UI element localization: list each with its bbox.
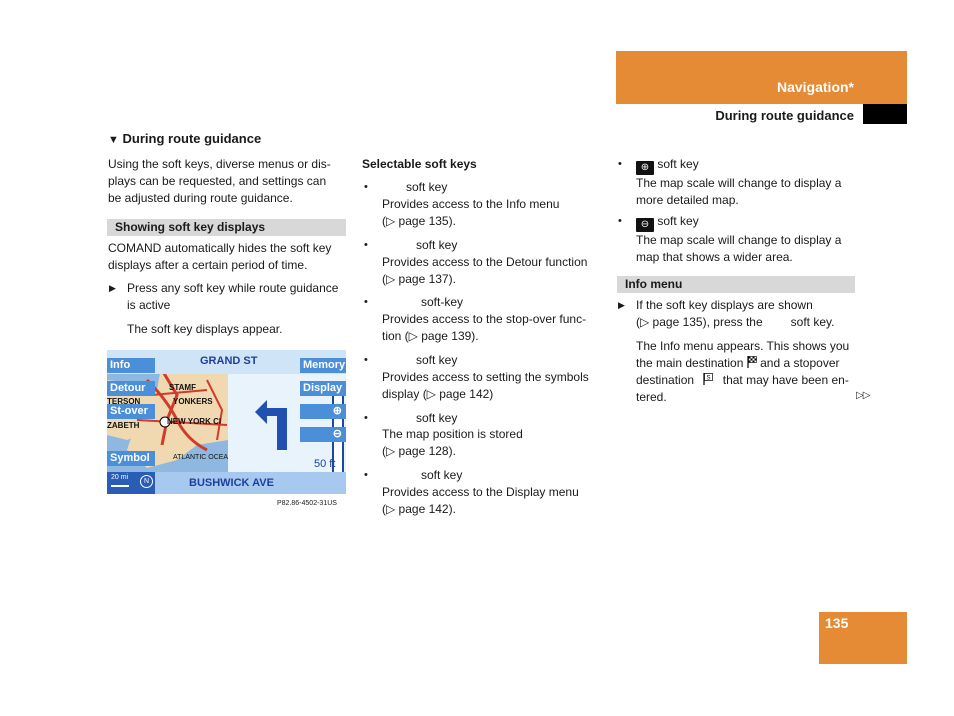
map-place-label: ATLANTIC OCEA [173,454,229,461]
info-menu-paragraph [636,338,849,406]
item-line: (▷ page 135). [382,214,456,228]
map-place-label: STAMF [169,383,196,392]
list-item [382,484,579,518]
item-key: soft key [416,411,458,425]
step-instruction [127,280,338,314]
section-subtitle: During route guidance [715,108,854,123]
zoom-in-icon: ⊕ [332,405,342,417]
bullet: • [364,181,368,193]
compass-icon: N [140,475,153,488]
zoom-out-icon: ⊖ [332,428,342,440]
svg-text:S: S [706,375,711,382]
chapter-title: Navigation* [776,79,854,95]
map-place-label: ZABETH [107,421,140,430]
item-key: soft key [416,353,458,367]
info-soft-key: Info [107,358,155,373]
paragraph-line: COMAND automatically hides the soft key [108,241,332,255]
item-line: (▷ page 128). [382,444,456,458]
section-bar-info-menu: Info menu [617,276,855,293]
zoom-out-soft-key [300,427,346,442]
item-line: The map position is stored [382,427,523,441]
zoom-in-item [636,156,841,209]
step-result: The soft key displays appear. [127,322,283,336]
checkered-flag-icon [747,356,757,368]
map-place-label: YONKERS [173,397,213,406]
item-key: soft key [416,238,458,252]
symbol-soft-key: Symbol [107,451,155,466]
memory-soft-key: Memory [300,358,346,373]
list-item [382,426,523,460]
item-line: (▷ page 142). [382,502,456,516]
map-street-bottom: BUSHWICK AVE [189,477,274,489]
item-key: soft key [421,468,463,482]
map-scale-label: 20 mi [111,474,129,481]
step-line: If the soft key displays are shown [636,298,813,312]
map-place-label: NEW YORK CI [167,417,222,426]
item-line: Provides access to setting the symbols [382,370,589,384]
item-line: map that shows a wider area. [636,250,793,264]
stopover-flag-icon [703,373,713,385]
section-heading [108,131,261,146]
item-line: The map scale will change to display a [636,233,842,247]
header-accent-box [616,51,907,104]
paragraph-line: destination [636,373,695,387]
paragraph-line: tered. [636,390,667,404]
paragraph-line: The Info menu appears. This shows you [636,339,850,353]
bullet: • [364,412,368,424]
list-item [382,311,586,345]
zoom-in-icon: ⊕ [636,161,654,175]
paragraph-line: displays after a certain period of time. [108,258,308,272]
bullet: • [364,469,368,481]
item-line: Provides access to the Display menu [382,485,579,499]
map-place-label: TERSON [107,397,141,406]
item-line: tion (▷ page 139). [382,329,479,343]
down-triangle-icon: ▼ [108,134,119,146]
image-caption: P82.86-4502-31US [277,500,337,507]
bullet: • [364,354,368,366]
step-line: Press any soft key while route guidance [127,281,339,295]
map-scale-bar [111,485,129,487]
step-arrow-icon: ▶ [109,283,116,293]
item-key: soft key [406,180,448,194]
item-line: The map scale will change to display a [636,176,842,190]
item-key: soft key [657,157,699,171]
detour-soft-key: Detour [107,381,155,396]
zoom-out-item [636,213,841,266]
step-line: (▷ page 135), press the [636,315,763,329]
step-line: soft key. [790,315,835,329]
map-distance: 50 ft [314,458,336,470]
page-number: 135 [825,615,849,631]
map-street-top: GRAND ST [200,355,258,367]
bullet: • [364,296,368,308]
item-line: (▷ page 137). [382,272,456,286]
section-heading-text: During route guidance [122,131,262,146]
item-key: soft key [657,214,699,228]
zoom-in-soft-key [300,404,346,419]
info-step-instruction [636,297,834,331]
item-line: Provides access to the Detour function [382,255,588,269]
intro-line: plays can be requested, and settings can [108,174,327,188]
bullet: • [618,215,622,227]
paragraph-line: that may have been en- [722,373,849,387]
stover-soft-key: St-over [107,404,155,419]
bullet: • [364,239,368,251]
item-line: more detailed map. [636,193,739,207]
soft-key-paragraph [108,240,331,274]
paragraph-line: the main destination [636,356,744,370]
navigation-map-image [107,350,346,494]
intro-line: be adjusted during route guidance. [108,191,293,205]
bullet: • [618,158,622,170]
continue-arrows-icon: ▷▷ [856,390,870,401]
header-black-tab [863,104,907,124]
zoom-out-icon: ⊖ [636,218,654,232]
list-item [382,369,589,403]
section-bar-soft-key-displays: Showing soft key displays [107,219,346,236]
intro-paragraph [108,156,331,207]
step-line: is active [127,298,171,312]
item-line: Provides access to the Info menu [382,197,560,211]
list-item [382,254,587,288]
list-item [382,196,559,230]
item-line: Provides access to the stop-over func- [382,312,587,326]
item-key: soft-key [421,295,464,309]
intro-line: Using the soft keys, diverse menus or dis- [108,157,331,171]
display-soft-key: Display [300,381,346,396]
selectable-soft-keys-heading: Selectable soft keys [362,157,477,171]
paragraph-line: and a stopover [760,356,840,370]
item-line: display (▷ page 142) [382,387,494,401]
step-arrow-icon: ▶ [618,300,625,310]
